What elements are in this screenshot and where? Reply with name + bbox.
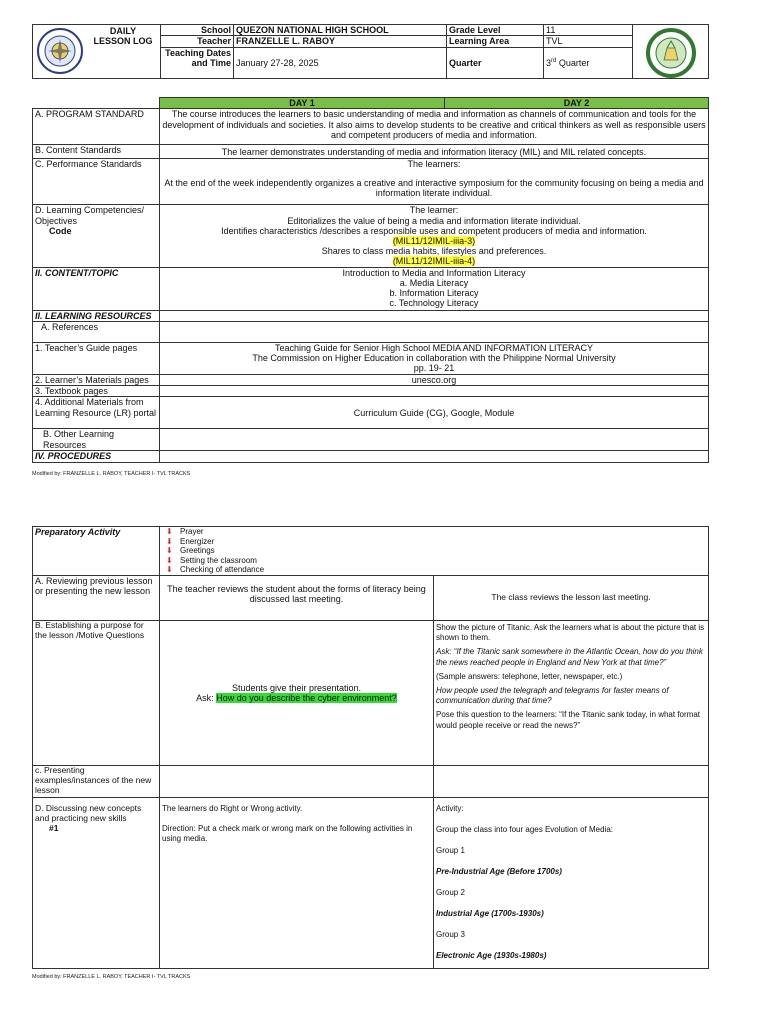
group3-label: Group 3: [436, 929, 465, 939]
topic-line3: b. Information Literacy: [389, 287, 479, 298]
topic-line2: a. Media Literacy: [399, 277, 469, 288]
discussing-day1-p1: The learners do Right or Wrong activity.: [162, 803, 303, 813]
purpose-day1-ask: Ask:: [196, 692, 214, 703]
lm-label: 2. Learner’s Materials pages: [33, 374, 160, 385]
teacher-value: FRANZELLE L. RABOY: [234, 36, 447, 47]
arrow-bullet-icon: ⬇: [166, 555, 173, 565]
performance-line1: The learners:: [407, 159, 461, 170]
group1-title: Pre-Industrial Age (Before 1700s): [436, 866, 562, 876]
other-label: B. Other Learning Resources: [33, 429, 160, 451]
prep-label: Preparatory Activity: [33, 527, 160, 576]
dates-label: Teaching Dates and Time: [161, 47, 234, 78]
prep-item: [166, 527, 706, 537]
review-day1: The teacher reviews the student about the forms of literacy being discussed last meeting.: [160, 575, 434, 620]
tg-line2: The Commission on Higher Education in collaboration with the Philippine Normal University: [252, 353, 616, 364]
group2-label: Group 2: [436, 887, 465, 897]
purpose-label: B. Establishing a purpose for the lesson /Motive Questions: [33, 620, 160, 765]
footnote-page1: Modified by: FRANZELLE L. RABOY, TEACHER I- TVL TRACKS: [32, 471, 191, 477]
additional-value: Curriculum Guide (CG), Google, Module: [160, 397, 709, 429]
prep-item: [166, 536, 706, 547]
discussing-label-cell: [33, 797, 160, 968]
purpose-day2: [434, 620, 709, 765]
discussing-day2-p2: Group the class into four ages Evolution of Media:: [436, 824, 613, 834]
grade-value: 11: [544, 25, 633, 36]
competencies-line2: Editorializes the value of being a media and information literate individual.: [287, 215, 581, 226]
purpose-day2-p4: How people used the telegraph and telegrams for faster means of communication during that time?: [436, 685, 669, 706]
school-label: School: [161, 25, 234, 36]
program-standard-label: A. PROGRAM STANDARD: [33, 109, 160, 145]
program-standard-text: The course introduces the learners to basic understanding of media and information as channels of communication and tools for the development of individuals and societies. It also aims to develop students to be creative and critical thinkers as well as responsible users and competent producers of media and information.: [160, 109, 709, 145]
day2-header: DAY 2: [445, 98, 709, 109]
header-title-line2: LESSON LOG: [93, 36, 153, 46]
prep-item-text: Greetings: [180, 546, 215, 556]
textbook-label: 3. Textbook pages: [33, 385, 160, 396]
performance-line2: At the end of the week independently organizes a creative and interactive symposium for the community focusing on being a media and information literate individual.: [164, 177, 704, 199]
content-standards-text: The learner demonstrates understanding of media and information literacy (MIL) and MIL related concepts.: [160, 145, 709, 159]
resources-label: II. LEARNING RESOURCES: [33, 310, 160, 321]
competencies-cell: [160, 205, 709, 267]
deped-seal-icon: [36, 27, 84, 80]
discussing-num: #1: [49, 822, 59, 833]
group1-label: Group 1: [436, 845, 465, 855]
content-topic-label: II. CONTENT/TOPIC: [33, 267, 160, 310]
prep-item: [166, 546, 706, 556]
discussing-label: D. Discussing new concepts and practicing new skills: [35, 802, 142, 823]
performance-label: C. Performance Standards: [33, 159, 160, 205]
header-title-cell: [33, 25, 161, 79]
review-day2: The class reviews the lesson last meeting.: [434, 575, 709, 620]
purpose-day2-p1: Show the picture of Titanic. Ask the learners what is about the picture that is shown to them.: [436, 622, 705, 643]
prep-cell: [160, 527, 709, 576]
group2-title: Industrial Age (1700s-1930s): [436, 908, 544, 918]
purpose-day1-line1: Students give their presentation.: [231, 682, 362, 693]
tg-line1: Teaching Guide for Senior High School MEDIA AND INFORMATION LITERACY: [275, 342, 593, 353]
discussing-day2-p1: Activity:: [436, 803, 464, 813]
arrow-bullet-icon: ⬇: [166, 536, 173, 546]
topic-line1: Introduction to Media and Information Literacy: [342, 267, 526, 278]
competencies-line3: Identifies characteristics /describes a responsible uses and competent producers of media and information.: [221, 225, 647, 236]
grade-label: Grade Level: [447, 25, 544, 36]
presenting-label: c. Presenting examples/instances of the new lesson: [33, 765, 160, 797]
topic-line4: c. Technology Literacy: [389, 298, 479, 309]
tg-cell: [160, 342, 709, 374]
competencies-label: D. Learning Competencies/ Objectives: [35, 205, 145, 226]
right-seal-cell: [633, 25, 709, 79]
discussing-day2: [434, 797, 709, 968]
competencies-label-cell: [33, 205, 160, 267]
discussing-day1-p2: Direction: Put a check mark or wrong mark on the following activities in using media.: [162, 824, 413, 844]
plan-table: [32, 97, 709, 463]
quarter-sup: rd: [551, 57, 557, 64]
quarter-value: [544, 47, 633, 78]
prep-item-text: Prayer: [180, 527, 204, 536]
area-label: Learning Area: [447, 36, 544, 47]
teacher-label: Teacher: [161, 36, 234, 47]
tg-line3: pp. 19- 21: [413, 363, 455, 374]
tg-label: 1. Teacher’s Guide pages: [33, 342, 160, 374]
arrow-bullet-icon: ⬇: [166, 565, 173, 575]
dates-value: January 27-28, 2025: [234, 47, 447, 78]
content-standards-label: B. Content Standards: [33, 145, 160, 159]
arrow-bullet-icon: ⬇: [166, 527, 173, 536]
review-label: A. Reviewing previous lesson or presenting the new lesson: [33, 575, 160, 620]
day1-header: DAY 1: [160, 98, 445, 109]
lm-value: unesco.org: [160, 374, 709, 385]
competencies-line1: The learner:: [409, 205, 459, 216]
additional-label: 4. Additional Materials from Learning Resource (LR) portal: [33, 397, 160, 429]
purpose-day1: [160, 620, 434, 765]
purpose-day1-question: How do you describe the cyber environment?: [216, 692, 397, 703]
footnote-page2: Modified by: FRANZELLE L. RABOY, TEACHER I- TVL TRACKS: [32, 974, 191, 980]
group3-title: Electronic Age (1930s-1980s): [436, 950, 547, 960]
arrow-bullet-icon: ⬇: [166, 546, 173, 556]
competencies-code1: (MIL11/12IMIL-iiia-3): [392, 235, 476, 246]
quarter-word: Quarter: [556, 57, 590, 68]
header-title-line1: DAILY: [109, 26, 137, 36]
competencies-code2: (MIL11/12IMIL-iiia-4): [392, 256, 476, 267]
purpose-day2-p3: (Sample answers: telephone, letter, newspaper, etc.): [436, 671, 623, 681]
prep-item: [166, 555, 706, 566]
competencies-code-label: Code: [49, 226, 72, 237]
discussing-day1: [160, 797, 434, 968]
quarter-num: 3: [546, 57, 552, 68]
school-seal-icon: [639, 28, 703, 83]
school-value: QUEZON NATIONAL HIGH SCHOOL: [234, 25, 447, 36]
prep-item: [166, 565, 706, 575]
header-table: [32, 24, 709, 79]
prep-item-text: Energizer: [180, 536, 215, 546]
procedures-label: IV. PROCEDURES: [33, 451, 160, 462]
prep-list: [162, 527, 706, 575]
procedures-table: [32, 526, 709, 969]
references-label: A. References: [33, 321, 160, 342]
area-value: TVL: [544, 36, 633, 47]
performance-cell: [160, 159, 709, 205]
prep-item-text: Setting the classroom: [180, 555, 257, 565]
purpose-day2-p5: Pose this question to the learners: “If the Titanic sank today, in what format would people receive or read the news?”: [436, 710, 700, 730]
quarter-label: Quarter: [447, 47, 544, 78]
purpose-day2-p2: Ask: “If the Titanic sank somewhere in the Atlantic Ocean, how do you think the news reached people in England and New York at that time?”: [436, 647, 703, 667]
competencies-line4: Shares to class media habits, lifestyles and preferences.: [321, 246, 547, 257]
topic-cell: [160, 267, 709, 310]
prep-item-text: Checking of attendance: [180, 565, 265, 575]
